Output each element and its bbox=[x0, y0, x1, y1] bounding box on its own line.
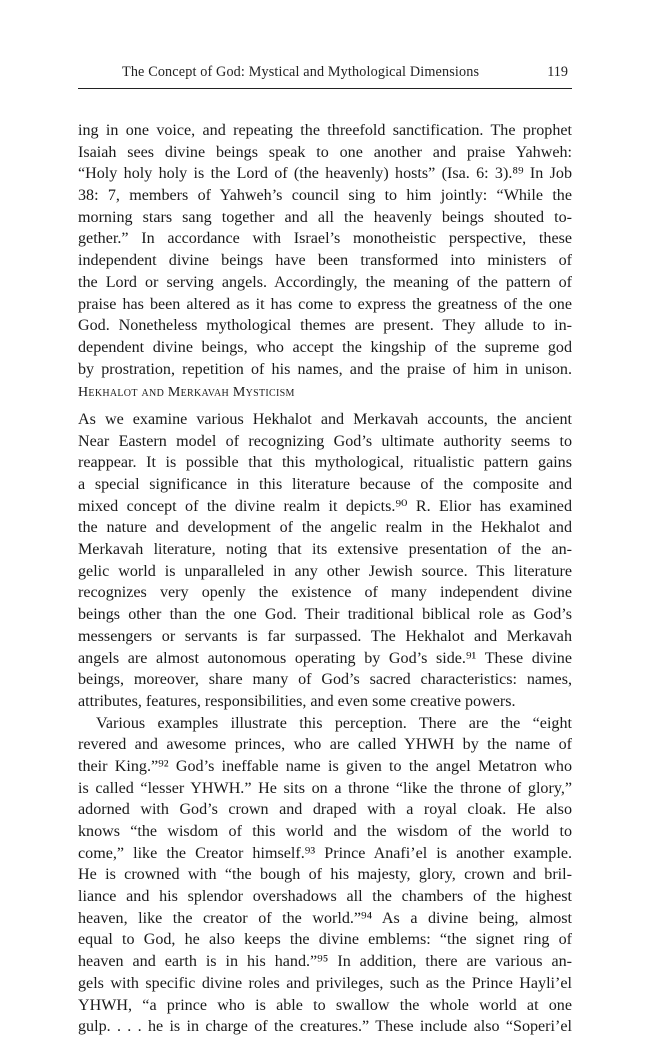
text-line: He is crowned with “the bough of his majesty, glory, crown and bril- bbox=[78, 866, 572, 884]
text-line: the nature and development of the angelic realm in the Hekhalot and bbox=[78, 519, 572, 537]
paragraph-3 bbox=[78, 713, 572, 1038]
text-line: gels with specific divine roles and privileges, such as the Prince Hayli’el bbox=[78, 974, 572, 992]
text-line: Merkavah literature, noting that its extensive presentation of the an- bbox=[78, 541, 572, 559]
text-line: reappear. It is possible that this mythological, ritualistic pattern gains bbox=[78, 454, 572, 472]
text-line: gether.” In accordance with Israel’s monotheistic perspective, these bbox=[78, 230, 572, 248]
text-line: liance and his splendor overshadows all the chambers of the highest bbox=[78, 888, 572, 906]
text-line: mixed concept of the divine realm it depicts.⁹⁰ R. Elior has examined bbox=[78, 497, 572, 515]
text-line: their King.”⁹² God’s ineffable name is given to the angel Metatron who bbox=[78, 757, 572, 775]
text-line: Various examples illustrate this perception. There are the “eight bbox=[96, 714, 572, 732]
text-line: by prostration, repetition of his names, and the praise of him in unison. bbox=[78, 360, 572, 378]
text-line: equal to God, he also keeps the divine emblems: “the signet ring of bbox=[78, 931, 572, 949]
text-line: angels are almost autonomous operating by God’s side.⁹¹ These divine bbox=[78, 649, 572, 667]
text-line: 38: 7, members of Yahweh’s council sing to him jointly: “While the bbox=[78, 187, 572, 205]
text-line: knows “the wisdom of this world and the wisdom of the world to bbox=[78, 823, 572, 840]
text-line: independent divine beings have been transformed into ministers of bbox=[78, 252, 572, 270]
page-number: 119 bbox=[547, 64, 568, 80]
text-line: come,” like the Creator himself.⁹³ Prince Anafi’el is another example. bbox=[78, 844, 572, 862]
text-line: adorned with God’s crown and draped with a royal cloak. He also bbox=[78, 801, 572, 819]
text-line: Isaiah sees divine beings speak to one another and praise Yahweh: bbox=[78, 143, 572, 161]
text-line: beings other than the one God. Their traditional biblical role as God’s bbox=[78, 606, 572, 624]
text-line: As we examine various Hekhalot and Merkavah accounts, the ancient bbox=[78, 410, 572, 428]
paragraph-1 bbox=[78, 120, 572, 380]
text-line: YHWH, “a prince who is able to swallow the whole world at one bbox=[78, 996, 572, 1014]
text-line: a special significance in this literature because of the composite and bbox=[78, 476, 572, 493]
text-line: the Lord or serving angels. Accordingly, the meaning of the pattern of bbox=[78, 273, 572, 291]
text-line: morning stars sang together and all the heavenly beings shouted to- bbox=[78, 208, 572, 226]
text-line: gulp. . . . he is in charge of the creatures.” These include also “Soperi’el bbox=[78, 1018, 572, 1036]
text-line: attributes, features, responsibilities, and even some creative powers. bbox=[78, 692, 516, 710]
text-line: messengers or servants is far surpassed. The Hekhalot and Merkavah bbox=[78, 627, 572, 645]
text-line: “Holy holy holy is the Lord of (the heavenly) hosts” (Isa. 6: 3).⁸⁹ In Job bbox=[78, 165, 572, 183]
section-heading: Hekhalot and Merkavah Mysticism bbox=[78, 385, 295, 401]
page-body bbox=[78, 120, 572, 1038]
text-line: dependent divine beings, who accept the kingship of the supreme god bbox=[78, 338, 572, 356]
running-head-title: The Concept of God: Mystical and Mythological Dimensions bbox=[122, 64, 480, 80]
text-line: gelic world is unparalleled in any other Jewish source. This literature bbox=[78, 562, 572, 580]
text-line: revered and awesome princes, who are called YHWH by the name of bbox=[78, 736, 572, 754]
text-line: God. Nonetheless mythological themes are present. They allude to in- bbox=[78, 317, 572, 335]
text-line: is called “lesser YHWH.” He sits on a throne “like the throne of glory,” bbox=[78, 779, 572, 797]
text-line: beings, moreover, share many of God’s sacred characteristics: names, bbox=[78, 671, 572, 689]
paragraph-2 bbox=[78, 409, 572, 713]
text-line: heaven and earth is in his hand.”⁹⁵ In addition, there are various an- bbox=[78, 953, 572, 971]
text-line: ing in one voice, and repeating the threefold sanctification. The prophet bbox=[78, 122, 572, 139]
text-line: heaven, like the creator of the world.”⁹⁴ As a divine being, almost bbox=[78, 909, 572, 927]
text-line: recognizes very openly the existence of many independent divine bbox=[78, 584, 572, 602]
running-header bbox=[78, 62, 572, 89]
text-line: Near Eastern model of recognizing God’s ultimate authority seems to bbox=[78, 432, 572, 450]
text-line: praise has been altered as it has come to express the greatness of the one bbox=[78, 295, 572, 313]
